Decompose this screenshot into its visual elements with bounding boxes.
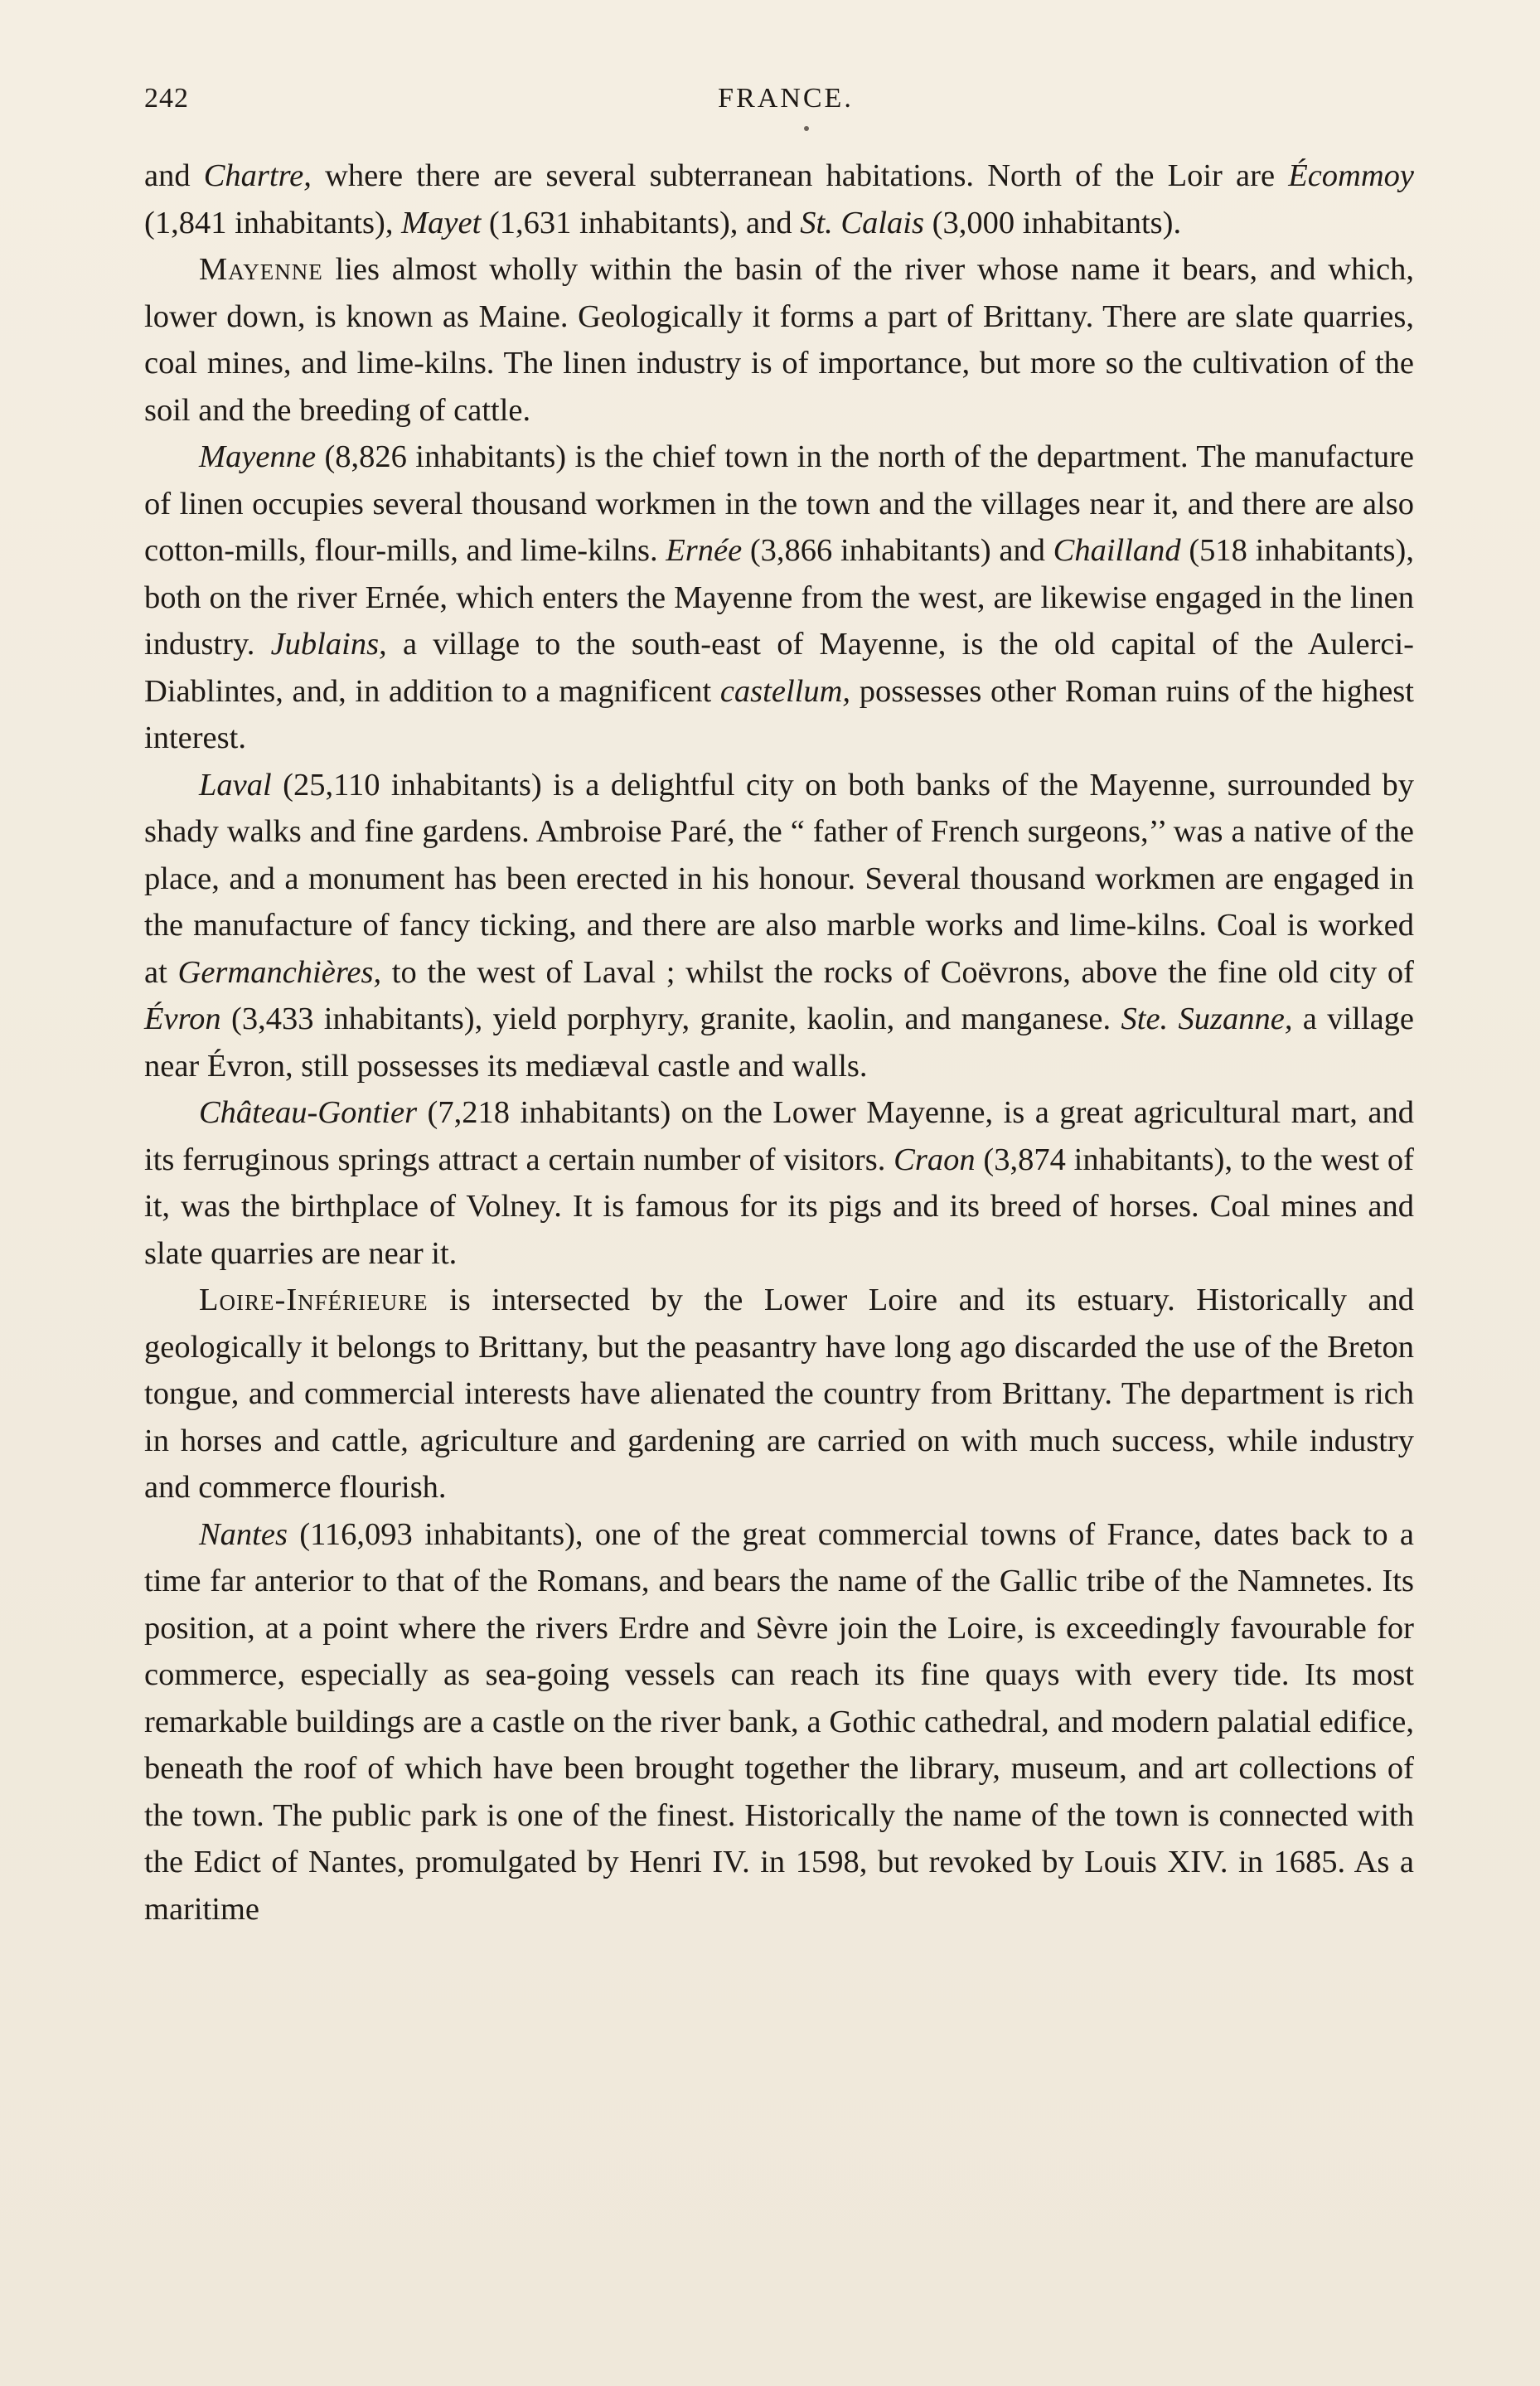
text-run: (3,866 inhabitants) and <box>742 533 1053 568</box>
italic-term: Jublains, <box>270 627 387 662</box>
italic-term: Craon <box>893 1142 976 1177</box>
italic-term: Évron <box>144 1001 221 1036</box>
running-title: FRANCE. <box>718 83 854 114</box>
paragraph <box>144 246 1414 434</box>
italic-term: Germanchières, <box>177 954 382 990</box>
paragraph <box>144 434 1414 762</box>
department-name: Mayenne <box>199 252 323 287</box>
text-run: a village to the south-east of Mayenne, is the old capital of the Aulerci-Diablintes, and, in addition to a magnificent <box>144 627 1414 709</box>
paragraph <box>144 762 1414 1090</box>
page-number: 242 <box>144 83 189 114</box>
department-name: Loire-Inférieure <box>199 1283 429 1317</box>
text-run: (3,000 inhabitants). <box>924 205 1182 240</box>
text-run: lies almost wholly within the basin of the river whose name it bears, and which, lower down, is known as Maine. Geologically it forms a part of Brittany. There are slate quarries, coal mines, and lime-kilns. The linen industry is of importance, but more so the cultivation of the soil and the breeding of cattle. <box>144 252 1414 428</box>
italic-term: Ste. Suzanne, <box>1121 1001 1293 1036</box>
page-header <box>144 83 1427 126</box>
text-run: to the west of Laval ; whilst the rocks of Coëvrons, above the fine old city of <box>381 954 1414 990</box>
text-run: (518 inhabitants), both on the river Ernée, which enters the Mayenne from the west, are likewise engaged in the linen industry. <box>144 533 1414 662</box>
text-run: is intersected by the Lower Loire and its estuary. Historically and geologically it belongs to Brittany, but the peasantry have long ago discarded the use of the Breton tongue, and commercial interests have alienated the country from Brittany. The department is rich in horses and cattle, agriculture and gardening are carried on with much success, while industry and commerce flourish. <box>144 1283 1414 1505</box>
text-run: (25,110 inhabitants) is a delightful city on both banks of the Mayenne, surrounded by shady walks and fine gardens. Ambroise Paré, the “ father of French surgeons,’’ was a native of the place, and a monument has been erected in his honour. Several thousand workmen are engaged in the manufacture of fancy ticking, and there are also marble works and lime-kilns. Coal is worked at <box>144 767 1414 990</box>
text-run: possesses other Roman ruins of the highest interest. <box>144 673 1414 755</box>
italic-term: Laval <box>199 767 272 803</box>
italic-term: Chartre, <box>203 158 312 193</box>
italic-term: Château-Gontier <box>199 1095 418 1130</box>
text-run: a village near Évron, still possesses its mediæval castle and walls. <box>144 1001 1414 1084</box>
paragraph <box>144 1511 1414 1933</box>
italic-term: St. Calais <box>800 205 924 240</box>
ink-speck <box>804 126 809 131</box>
italic-term: Chailland <box>1053 533 1181 568</box>
text-run: (1,631 inhabitants), and <box>481 205 801 240</box>
text-run: (3,874 inhabitants), to the west of it, was the birthplace of Volney. It is famous for its pigs and its breed of horses. Coal mines and slate quarries are near it. <box>144 1142 1414 1271</box>
italic-term: Mayenne <box>199 439 317 474</box>
text-run: and <box>144 158 204 193</box>
paragraph <box>144 1089 1414 1277</box>
italic-term: Écommoy <box>1288 158 1414 193</box>
text-run: (8,826 inhabitants) is the chief town in the north of the department. The manufacture of linen occupies several thousand workmen in the town and the villages near it, and there are also cotton-mills, flour-mills, and lime-kilns. <box>144 439 1414 568</box>
text-run: where there are several subterranean habitations. North of the Loir are <box>311 158 1289 193</box>
paragraph <box>144 1277 1414 1511</box>
text-run: (7,218 inhabitants) on the Lower Mayenne, is a great agricultural mart, and its ferruginous springs attract a certain number of visitors. <box>144 1095 1414 1177</box>
text-run: (3,433 inhabitants), yield porphyry, granite, kaolin, and manganese. <box>220 1001 1121 1036</box>
text-run: (1,841 inhabitants), <box>144 205 402 240</box>
paragraph <box>144 153 1414 246</box>
text-run: (116,093 inhabitants), one of the great commercial towns of France, dates back to a time far anterior to that of the Romans, and bears the name of the Gallic tribe of the Namnetes. Its position, at a point where the rivers Erdre and Sèvre join the Loire, is exceedingly favourable for commerce, especially as sea-going vessels can reach its fine quays with every tide. Its most remarkable buildings are a castle on the river bank, a Gothic cathedral, and modern palatial edifice, beneath the roof of which have been brought together the library, museum, and art collections of the town. The public park is one of the finest. Historically the name of the town is connected with the Edict of Nantes, promulgated by Henri IV. in 1598, but revoked by Louis XIV. in 1685. As a maritime <box>144 1516 1414 1927</box>
italic-term: Ernée <box>666 533 743 568</box>
italic-term: Nantes <box>199 1516 288 1552</box>
body-text <box>144 153 1414 1933</box>
italic-term: castellum, <box>719 673 851 709</box>
italic-term: Mayet <box>401 205 482 240</box>
